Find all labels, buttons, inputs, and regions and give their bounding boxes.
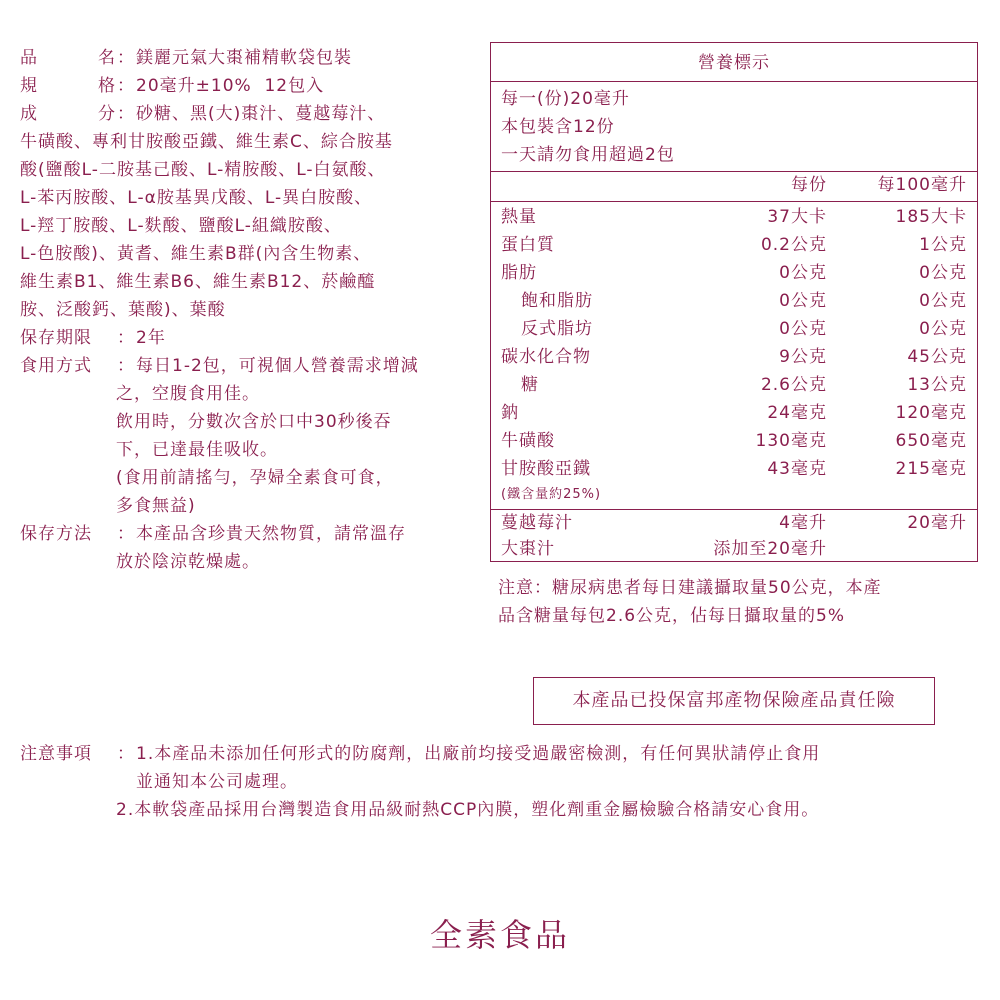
ingredients-first-line: 砂糖、黑(大)棗汁、蔓越莓汁、: [136, 104, 386, 124]
servings-per-package: 本包裝含12份: [501, 117, 615, 137]
nutrient-name: 糖: [521, 375, 539, 395]
storage-label: 保存方法: [20, 524, 92, 544]
ingredients-line: 胺、泛酸鈣、葉酸)、葉酸: [20, 300, 226, 320]
vegan-label: 全素食品: [429, 916, 570, 954]
usage-line: 多食無益): [116, 496, 196, 516]
usage-line: (食用前請搖勻，孕婦全素食可食，: [116, 468, 394, 488]
ingredients-line: 牛磺酸、專利甘胺酸亞鐵、維生素C、綜合胺基: [20, 132, 393, 152]
divider: [491, 201, 977, 202]
divider: [491, 81, 977, 82]
column-header-per-serving: 每份: [791, 175, 827, 195]
spec-row: 規 格 ：20毫升±10% 12包入: [20, 72, 324, 100]
ingredients-label: 成 分: [20, 104, 116, 124]
nutrient-name: 熱量: [501, 207, 537, 227]
ingredients-line: L-苯丙胺酸、L-α胺基異戊酸、L-異白胺酸、: [20, 188, 373, 208]
nutrient-per-100ml: 20毫升: [907, 513, 967, 533]
nutrient-name: 碳水化合物: [501, 347, 591, 367]
spec-value: 20毫升±10% 12包入: [136, 76, 325, 96]
nutrient-per-serving: 0公克: [779, 263, 827, 283]
nutrition-title: 營養標示: [698, 53, 770, 73]
nutrient-per-serving: 24毫克: [767, 403, 827, 423]
nutrient-per-serving: 0公克: [779, 319, 827, 339]
shelf-life-row: 保存期限 ：2年: [20, 324, 166, 352]
nutrient-name: 脂肪: [501, 263, 537, 283]
nutrient-per-100ml: 45公克: [907, 347, 967, 367]
notes-item-1-continued: 並通知本公司處理。: [136, 772, 298, 792]
nutrient-per-100ml: 0公克: [919, 319, 967, 339]
nutrient-per-100ml: 215毫克: [895, 459, 967, 479]
nutrient-name: 蔓越莓汁: [501, 513, 573, 533]
nutrient-name: 牛磺酸: [501, 431, 555, 451]
shelf-life-value: 2年: [136, 328, 166, 348]
daily-limit: 一天請勿食用超過2包: [501, 145, 675, 165]
product-name-label: 品 名: [20, 48, 116, 68]
notes-item-1: 1.本產品未添加任何形式的防腐劑，出廠前均接受過嚴密檢測，有任何異狀請停止食用: [136, 744, 821, 764]
nutrient-per-100ml: 13公克: [907, 375, 967, 395]
product-name-value: 鎂麗元氣大棗補精軟袋包裝: [136, 48, 352, 68]
nutrient-per-serving: 9公克: [779, 347, 827, 367]
nutrient-per-serving: 0公克: [779, 291, 827, 311]
nutrient-per-100ml: 1公克: [919, 235, 967, 255]
diabetic-note-line: 注意：糖尿病患者每日建議攝取量50公克，本產: [498, 578, 882, 598]
usage-row: 食用方式 ：每日1-2包，可視個人營養需求增減: [20, 352, 419, 380]
spec-label: 規 格: [20, 76, 116, 96]
nutrient-name: 大棗汁: [501, 539, 555, 559]
usage-line: 之，空腹食用佳。: [116, 384, 260, 404]
ingredients-line: 酸(鹽酸L-二胺基己酸、L-精胺酸、L-白氨酸、: [20, 160, 386, 180]
nutrient-name: 反式脂坊: [521, 319, 593, 339]
column-header-per-100ml: 每100毫升: [877, 175, 967, 195]
notes-item-2: 2.本軟袋產品採用台灣製造食用品級耐熱CCP內膜，塑化劑重金屬檢驗合格請安心食用。: [116, 800, 820, 820]
ingredients-line: L-羥丁胺酸、L-麩酸、鹽酸L-組織胺酸、: [20, 216, 342, 236]
nutrient-per-100ml: 0公克: [919, 263, 967, 283]
insurance-notice: 本產品已投保富邦產物保險產品責任險: [533, 677, 935, 725]
nutrient-per-serving: 2.6公克: [760, 375, 827, 395]
serving-size: 每一(份)20毫升: [501, 89, 630, 109]
storage-line: 本產品含珍貴天然物質，請常溫存: [136, 524, 406, 544]
nutrient-per-serving: 4毫升: [779, 513, 827, 533]
product-name-row: 品 名 ：鎂麗元氣大棗補精軟袋包裝: [20, 44, 352, 72]
diabetic-note-line: 品含糖量每包2.6公克，佔每日攝取量的5%: [498, 606, 846, 626]
nutrient-name: 飽和脂肪: [521, 291, 593, 311]
nutrient-per-serving: 130毫克: [755, 431, 827, 451]
shelf-life-label: 保存期限: [20, 328, 92, 348]
nutrient-name: 蛋白質: [501, 235, 555, 255]
usage-label: 食用方式: [20, 356, 92, 376]
nutrient-per-serving: 0.2公克: [760, 235, 827, 255]
nutrient-per-100ml: 0公克: [919, 291, 967, 311]
nutrient-per-100ml: 120毫克: [895, 403, 967, 423]
notes-row: 注意事項 ：1.本產品未添加任何形式的防腐劑，出廠前均接受過嚴密檢測，有任何異狀請停止食用: [20, 740, 820, 768]
nutrient-name: 甘胺酸亞鐵: [501, 459, 591, 479]
storage-line: 放於陰涼乾燥處。: [116, 552, 260, 572]
ingredients-line: 維生素B1、維生素B6、維生素B12、菸鹼醯: [20, 272, 376, 292]
nutrient-per-100ml: 650毫克: [895, 431, 967, 451]
iron-content-note: (鐵含量約25%): [501, 487, 602, 502]
nutrition-facts-table: [490, 42, 978, 562]
nutrient-per-serving: 43毫克: [767, 459, 827, 479]
usage-line: 下，已達最佳吸收。: [116, 440, 278, 460]
nutrient-per-serving: 添加至20毫升: [713, 539, 827, 559]
usage-line: 每日1-2包，可視個人營養需求增減: [136, 356, 419, 376]
storage-row: 保存方法 ：本產品含珍貴天然物質，請常溫存: [20, 520, 406, 548]
nutrient-name: 鈉: [501, 403, 519, 423]
nutrient-per-serving: 37大卡: [767, 207, 827, 227]
nutrient-per-100ml: 185大卡: [895, 207, 967, 227]
ingredients-row: 成 分 ：砂糖、黑(大)棗汁、蔓越莓汁、: [20, 100, 385, 128]
ingredients-line: L-色胺酸)、黃耆、維生素B群(內含生物素、: [20, 244, 372, 264]
usage-line: 飲用時，分數次含於口中30秒後吞: [116, 412, 392, 432]
notes-label: 注意事項: [20, 744, 92, 764]
